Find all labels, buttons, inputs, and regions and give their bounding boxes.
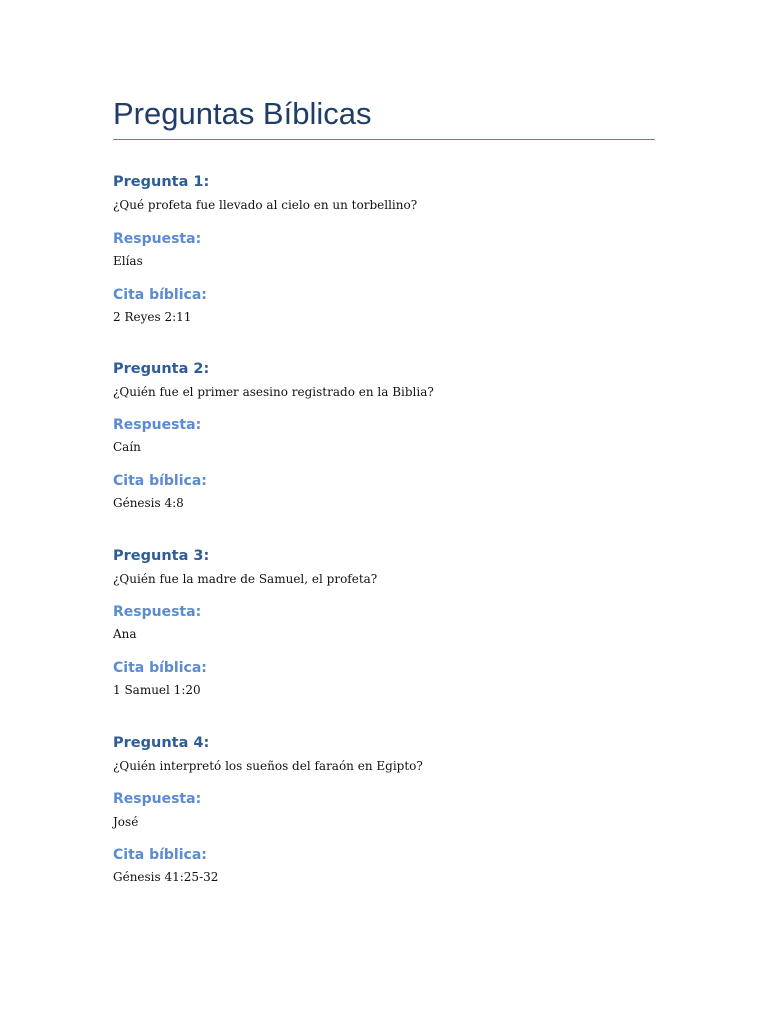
answer-label: Respuesta: [113, 417, 202, 433]
question-heading: Pregunta 3: [113, 548, 210, 564]
question-heading: Pregunta 2: [113, 361, 210, 377]
question-text: ¿Quién fue la madre de Samuel, el profeta? [113, 572, 378, 586]
question-text: ¿Quién interpretó los sueños del faraón en Egipto? [113, 759, 423, 773]
citation-label: Cita bíblica: [113, 473, 207, 489]
document-title: Preguntas Bíblicas [113, 96, 372, 131]
answer-text: Ana [113, 627, 137, 641]
citation-text: 1 Samuel 1:20 [113, 683, 201, 697]
answer-text: José [113, 815, 139, 829]
question-text: ¿Quién fue el primer asesino registrado en la Biblia? [113, 385, 434, 399]
answer-text: Caín [113, 440, 141, 454]
citation-text: Génesis 4:8 [113, 496, 184, 510]
citation-label: Cita bíblica: [113, 660, 207, 676]
answer-label: Respuesta: [113, 791, 202, 807]
answer-label: Respuesta: [113, 604, 202, 620]
citation-label: Cita bíblica: [113, 847, 207, 863]
question-text: ¿Qué profeta fue llevado al cielo en un torbellino? [113, 198, 418, 212]
answer-text: Elías [113, 254, 143, 268]
title-underline-rule [113, 139, 655, 140]
question-heading: Pregunta 4: [113, 735, 210, 751]
citation-text: 2 Reyes 2:11 [113, 310, 192, 324]
answer-label: Respuesta: [113, 231, 202, 247]
citation-text: Génesis 41:25-32 [113, 870, 219, 884]
question-heading: Pregunta 1: [113, 174, 210, 190]
citation-label: Cita bíblica: [113, 287, 207, 303]
